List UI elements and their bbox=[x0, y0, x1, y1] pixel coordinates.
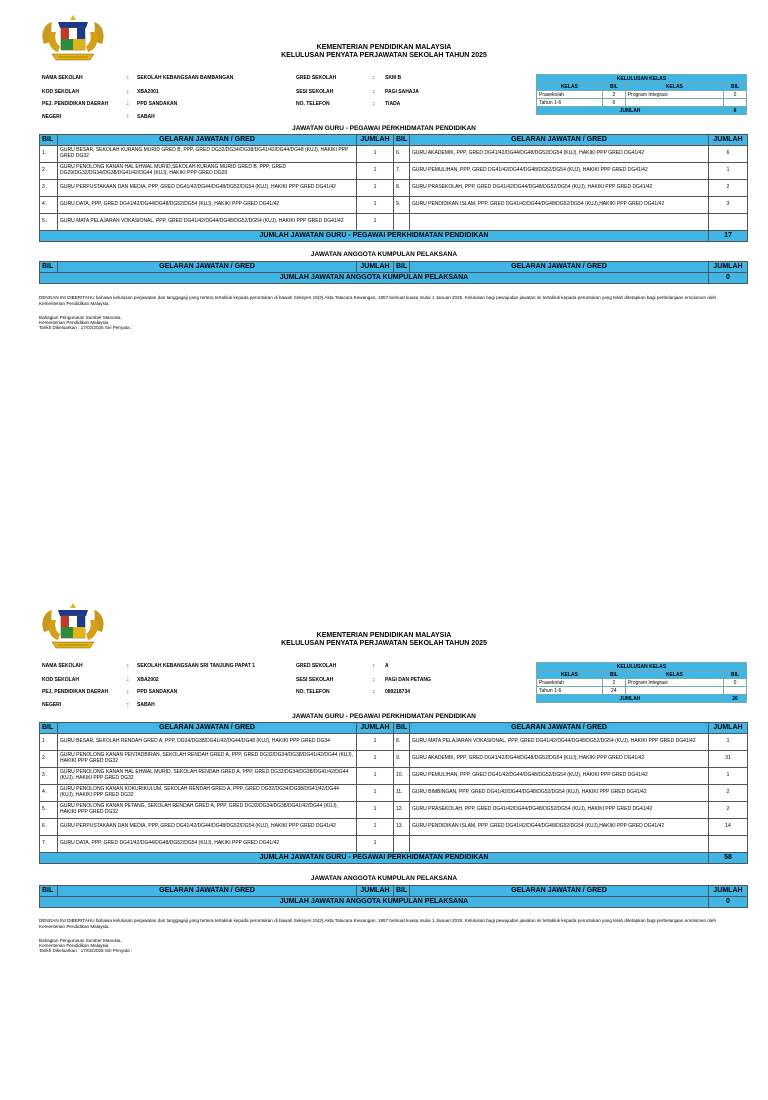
row-bil: 13. bbox=[394, 819, 410, 836]
row-jumlah: 1 bbox=[357, 214, 394, 231]
guru-section-title: JAWATAN GURU - PEGAWAI PERKHIDMATAN PENDIDIKAN bbox=[292, 713, 476, 720]
info-label: GRED SEKOLAH bbox=[296, 663, 337, 669]
pelaksana-section-title: JAWATAN ANGGOTA KUMPULAN PELAKSANA bbox=[310, 251, 458, 258]
row-gelaran: GURU PENOLONG KANAN PETANG, SEKOLAH RENDAH GRED A, PPP, GRED DG32/DG34/DG38/DG41/42/DG44 (KUJ), HAKIKI PPP GRED DG32 bbox=[58, 802, 357, 819]
info-label: NO. TELEFON bbox=[296, 689, 330, 695]
row-bil: 1 . bbox=[40, 146, 58, 163]
pelaksana-total-label: JUMLAH JAWATAN ANGGOTA KUMPULAN PELAKSANA bbox=[40, 273, 709, 284]
guru-total-label: JUMLAH JAWATAN GURU - PEGAWAI PERKHIDMATAN PENDIDIKAN bbox=[40, 231, 709, 242]
kelas-cell: 24 bbox=[602, 687, 625, 695]
kelas-jumlah-label: JUMLAH bbox=[537, 107, 724, 115]
kelas-jumlah-value: 26 bbox=[724, 695, 747, 703]
kelas-header: KELAS bbox=[625, 671, 723, 679]
row-gelaran bbox=[410, 836, 709, 853]
info-value-negeri: SABAH bbox=[137, 702, 155, 708]
jumlah-header: JUMLAH bbox=[709, 886, 748, 897]
info-colon: : bbox=[373, 75, 375, 81]
row-bil: 5 . bbox=[40, 802, 58, 819]
info-value-ppd: PPD SANDAKAN bbox=[137, 689, 178, 695]
info-label: PEJ. PENDIDIKAN DAERAH bbox=[42, 689, 109, 695]
info-value-sesi: PAGI SAHAJA bbox=[385, 89, 419, 95]
bil-header: BIL bbox=[40, 262, 58, 273]
info-value-kod: XBA2002 bbox=[137, 677, 159, 683]
row-jumlah: 1 bbox=[357, 802, 394, 819]
kelulusan-kelas-table bbox=[536, 662, 747, 703]
info-label: KOD SEKOLAH bbox=[42, 677, 79, 683]
row-bil: 10. bbox=[394, 768, 410, 785]
jumlah-header: JUMLAH bbox=[357, 723, 394, 734]
row-jumlah: 1 bbox=[709, 734, 748, 751]
guru-total-label: JUMLAH JAWATAN GURU - PEGAWAI PERKHIDMATAN PENDIDIKAN bbox=[40, 853, 709, 864]
info-label: NAMA SEKOLAH bbox=[42, 663, 83, 669]
kelas-title: KELULUSAN KELAS bbox=[537, 663, 747, 671]
info-colon: : bbox=[373, 89, 375, 95]
row-jumlah: 1 bbox=[357, 785, 394, 802]
info-value-tel: 089218734 bbox=[385, 689, 411, 695]
ministry-name: KEMENTERIAN PENDIDIKAN MALAYSIA bbox=[316, 632, 452, 639]
row-bil: 6. bbox=[394, 146, 410, 163]
pelaksana-section-title: JAWATAN ANGGOTA KUMPULAN PELAKSANA bbox=[310, 875, 458, 882]
row-gelaran: GURU PEMULIHAN, PPP, GRED DG41/42/DG44/DG48/DG52/DG54 (KUJ), HAKIKI PPP GRED DG41/42 bbox=[410, 768, 709, 785]
row-bil: 3 . bbox=[40, 180, 58, 197]
info-colon: : bbox=[373, 101, 375, 107]
row-jumlah: 1 bbox=[357, 180, 394, 197]
table-row bbox=[40, 197, 748, 214]
row-jumlah: 1 bbox=[357, 734, 394, 751]
row-jumlah: 3 bbox=[709, 197, 748, 214]
kelulusan-kelas-table bbox=[536, 74, 747, 115]
statement-sheet bbox=[0, 588, 768, 1100]
info-value-ppd: PPD SANDAKAN bbox=[137, 101, 178, 107]
kelas-cell: Program Integrasi bbox=[625, 679, 723, 687]
kelas-header: KELAS bbox=[537, 671, 603, 679]
kelas-cell bbox=[724, 99, 747, 107]
kelas-cell: Tahun 1-6 bbox=[537, 687, 603, 695]
row-bil bbox=[394, 214, 410, 231]
row-bil: 5 . bbox=[40, 214, 58, 231]
row-gelaran: GURU AKADEMIK, PPP, GRED DG41/42/DG44/DG48/DG52/DG54 (KUJ), HAKIKI PPP GRED DG41/42 bbox=[410, 146, 709, 163]
info-label: PEJ. PENDIDIKAN DAERAH bbox=[42, 101, 109, 107]
info-value-nama: SEKOLAH KEBANGSAAN BAMBANGAN bbox=[137, 75, 234, 81]
pelaksana-total-label: JUMLAH JAWATAN ANGGOTA KUMPULAN PELAKSANA bbox=[40, 897, 709, 908]
row-bil bbox=[394, 836, 410, 853]
row-jumlah: 2 bbox=[709, 180, 748, 197]
row-bil: 9. bbox=[394, 751, 410, 768]
issue-date: Tarikh Dikeluarkan : 17/02/2025 Siri Penyata : bbox=[39, 948, 133, 953]
pelaksana-table bbox=[39, 885, 748, 908]
gelaran-header: GELARAN JAWATAN / GRED bbox=[410, 135, 709, 146]
jumlah-header: JUMLAH bbox=[357, 886, 394, 897]
page-title: KELULUSAN PENYATA PERJAWATAN SEKOLAH TAHUN 2025 bbox=[281, 640, 487, 647]
row-bil: 7 . bbox=[40, 836, 58, 853]
row-jumlah: 1 bbox=[357, 146, 394, 163]
table-row bbox=[40, 163, 748, 180]
guru-table bbox=[39, 134, 748, 242]
row-bil: 4 . bbox=[40, 197, 58, 214]
row-gelaran: GURU DATA, PPP, GRED DG41/42/DG44/DG48/DG52/DG54 (KUJ), HAKIKI PPP GRED DG41/42 bbox=[58, 836, 357, 853]
jumlah-header: JUMLAH bbox=[709, 262, 748, 273]
info-colon: : bbox=[127, 114, 129, 120]
guru-section-title: JAWATAN GURU - PEGAWAI PERKHIDMATAN PENDIDIKAN bbox=[292, 125, 476, 132]
bil-header: BIL bbox=[40, 723, 58, 734]
info-colon: : bbox=[373, 689, 375, 695]
row-gelaran: GURU AKADEMIK, PPP, GRED DG41/42/DG44/DG48/DG52/DG54 (KUJ), HAKIKI PPP GRED DG41/42 bbox=[410, 751, 709, 768]
bil-header: BIL bbox=[394, 886, 410, 897]
row-gelaran: GURU PENOLONG KANAN PENTADBIRAN, SEKOLAH RENDAH GRED A, PPP, GRED DG32/DG34/DG38/DG41/42/DG44 (KUJ), HAKIKI PPP GRED DG32 bbox=[58, 751, 357, 768]
gelaran-header: GELARAN JAWATAN / GRED bbox=[58, 262, 357, 273]
info-colon: : bbox=[127, 101, 129, 107]
table-row bbox=[40, 768, 748, 785]
bil-header: BIL bbox=[40, 886, 58, 897]
kelas-cell: Prasekolah bbox=[537, 679, 603, 687]
row-bil: 2 . bbox=[40, 751, 58, 768]
info-label: NEGERI bbox=[42, 114, 62, 120]
guru-table bbox=[39, 722, 748, 864]
row-gelaran: GURU PERPUSTAKAAN DAN MEDIA, PPP, GRED DG41/42/DG44/DG48/DG52/DG54 (KUJ), HAKIKI PPP GRED DG41/42 bbox=[58, 819, 357, 836]
kelas-jumlah-value: 8 bbox=[724, 107, 747, 115]
row-bil: 2 . bbox=[40, 163, 58, 180]
issuer-line: Bahagian Pengurusan Sumber Manusia, bbox=[39, 315, 122, 320]
row-jumlah: 1 bbox=[357, 163, 394, 180]
ministry-name: KEMENTERIAN PENDIDIKAN MALAYSIA bbox=[316, 44, 452, 51]
guru-total-value: 17 bbox=[709, 231, 748, 242]
row-gelaran: GURU PRASEKOLAH, PPP, GRED DG41/42/DG44/DG48/DG52/DG54 (KUJ), HAKIKI PPP GRED DG41/42 bbox=[410, 180, 709, 197]
kelas-row bbox=[537, 687, 747, 695]
gelaran-header: GELARAN JAWATAN / GRED bbox=[410, 262, 709, 273]
kelas-title: KELULUSAN KELAS bbox=[537, 75, 747, 83]
jumlah-header: JUMLAH bbox=[709, 723, 748, 734]
kelas-cell bbox=[724, 687, 747, 695]
row-gelaran: GURU MATA PELAJARAN VOKASIONAL, PPP, GRED DG41/42/DG44/DG48/DG52/DG54 (KUJ), HAKIKI PPP GRED DG41/42 bbox=[410, 734, 709, 751]
gelaran-header: GELARAN JAWATAN / GRED bbox=[58, 723, 357, 734]
kelas-header: KELAS bbox=[537, 83, 603, 91]
issuer-line: Bahagian Pengurusan Sumber Manusia, bbox=[39, 938, 122, 943]
row-jumlah: 1 bbox=[357, 819, 394, 836]
row-gelaran: GURU PENOLONG KANAN HAL EHWAL MURID, SEKOLAH RENDAH GRED A, PPP, GRED DG32/DG34/DG38/DG41/42/DG44 (KUJ), HAKIKI PPP GRED DG32 bbox=[58, 768, 357, 785]
bil-header: BIL bbox=[724, 83, 747, 91]
row-bil: 9. bbox=[394, 197, 410, 214]
row-gelaran: GURU PEMULIHAN, PPP, GRED DG41/42/DG44/DG48/DG52/DG54 (KUJ), HAKIKI PPP GRED DG41/42 bbox=[410, 163, 709, 180]
table-row bbox=[40, 836, 748, 853]
kelas-row bbox=[537, 679, 747, 687]
kelas-cell bbox=[625, 99, 723, 107]
row-gelaran bbox=[410, 214, 709, 231]
info-label: SESI SEKOLAH bbox=[296, 89, 334, 95]
legal-notice: DENGAN INI DIBERITAHU bahawa kelulusan perjawatan dan tanggagaji yang tertera tertakluk kepada peruntukan di bawah Seksyen 15(3) Akta Tatacara Kewangan, 1957 berkuat kuasa mulai 1 Januari 2025. Kelulusan bagi pewujudan jawatan ini tertakluk kepada peruntukan yang telah ditetapkan bagi perbelanjaan emolumen oleh Kementerian Pendidikan Malaysia. bbox=[39, 918, 717, 929]
table-row bbox=[40, 214, 748, 231]
row-bil: 11. bbox=[394, 785, 410, 802]
kelas-cell: 6 bbox=[602, 99, 625, 107]
issuer-line: Kementerian Pendidikan Malaysia bbox=[39, 943, 109, 948]
issuer-line: Kementerian Pendidikan Malaysia bbox=[39, 320, 109, 325]
row-bil: 8. bbox=[394, 180, 410, 197]
info-label: KOD SEKOLAH bbox=[42, 89, 79, 95]
info-label: NAMA SEKOLAH bbox=[42, 75, 83, 81]
page-title: KELULUSAN PENYATA PERJAWATAN SEKOLAH TAHUN 2025 bbox=[281, 52, 487, 59]
gelaran-header: GELARAN JAWATAN / GRED bbox=[410, 886, 709, 897]
pelaksana-total-value: 0 bbox=[709, 273, 748, 284]
info-value-kod: XBA2001 bbox=[137, 89, 159, 95]
kelas-cell: Tahun 1-6 bbox=[537, 99, 603, 107]
info-value-sesi: PAGI DAN PETANG bbox=[385, 677, 431, 683]
row-gelaran: GURU PERPUSTAKAAN DAN MEDIA, PPP, GRED DG41/42/DG44/DG48/DG52/DG54 (KUJ), HAKIKI PPP GRED DG41/42 bbox=[58, 180, 357, 197]
jumlah-header: JUMLAH bbox=[357, 262, 394, 273]
kelas-header: KELAS bbox=[625, 83, 723, 91]
info-colon: : bbox=[127, 677, 129, 683]
row-bil: 12. bbox=[394, 802, 410, 819]
bil-header: BIL bbox=[394, 135, 410, 146]
info-value-nama: SEKOLAH KEBANGSAAN SRI TANJUNG PAPAT 1 bbox=[137, 663, 255, 669]
row-jumlah: 1 bbox=[709, 768, 748, 785]
gelaran-header: GELARAN JAWATAN / GRED bbox=[58, 886, 357, 897]
gelaran-header: GELARAN JAWATAN / GRED bbox=[58, 135, 357, 146]
info-colon: : bbox=[127, 663, 129, 669]
row-bil: 6 . bbox=[40, 819, 58, 836]
row-jumlah: 6 bbox=[709, 146, 748, 163]
table-row bbox=[40, 146, 748, 163]
row-jumlah bbox=[709, 214, 748, 231]
table-row bbox=[40, 751, 748, 768]
row-gelaran: GURU BESAR, SEKOLAH RENDAH GRED A, PPP, DG34/DG38/DG41/42/DG44/DG48 (KUJ), HAKIKI PPP GRED DG34 bbox=[58, 734, 357, 751]
bil-header: BIL bbox=[602, 83, 625, 91]
issue-date: Tarikh Dikeluarkan : 17/02/2025 Siri Penyata : bbox=[39, 325, 133, 330]
row-bil: 7. bbox=[394, 163, 410, 180]
info-colon: : bbox=[127, 689, 129, 695]
info-colon: : bbox=[127, 75, 129, 81]
row-gelaran: GURU PENOLONG KANAN HAL EHWAL MURID,SEKOLAH KURANG MURID GRED B, PPP, GRED DG29/DG32/DG34/DG38/DG41/42/DG44 (KUJ), HAKIKI PPP GRED DG29 bbox=[58, 163, 357, 180]
info-value-gred: SKM B bbox=[385, 75, 402, 81]
kelas-cell: 0 bbox=[724, 679, 747, 687]
bil-header: BIL bbox=[394, 723, 410, 734]
pelaksana-total-value: 0 bbox=[709, 897, 748, 908]
jumlah-header: JUMLAH bbox=[357, 135, 394, 146]
bil-header: BIL bbox=[394, 262, 410, 273]
row-gelaran: GURU PENOLONG KANAN KOKURIKULUM, SEKOLAH RENDAH GRED A, PPP, GRED DG32/DG34/DG38/DG41/42/DG44 (KUJ), HAKIKI PPP GRED DG32 bbox=[58, 785, 357, 802]
info-colon: : bbox=[127, 89, 129, 95]
row-bil: 3 . bbox=[40, 768, 58, 785]
table-row bbox=[40, 785, 748, 802]
row-gelaran: GURU PENDIDIKAN ISLAM, PPP, GRED DG41/42/DG44/DG48/DG52/DG54 (KUJ),HAKIKI PPP GRED DG41/42 bbox=[410, 819, 709, 836]
kelas-cell: Prasekolah bbox=[537, 91, 603, 99]
guru-total-value: 58 bbox=[709, 853, 748, 864]
row-gelaran: GURU DATA, PPP, GRED DG41/42/DG44/DG48/DG52/DG54 (KUJ), HAKIKI PPP GRED DG41/42 bbox=[58, 197, 357, 214]
row-jumlah: 2 bbox=[709, 802, 748, 819]
table-row bbox=[40, 734, 748, 751]
row-gelaran: GURU PENDIDIKAN ISLAM, PPP, GRED DG41/42/DG44/DG48/DG52/DG54 (KUJ),HAKIKI PPP GRED DG41/42 bbox=[410, 197, 709, 214]
info-label: GRED SEKOLAH bbox=[296, 75, 337, 81]
table-row bbox=[40, 819, 748, 836]
info-value-gred: A bbox=[385, 663, 389, 669]
kelas-cell: 2 bbox=[602, 91, 625, 99]
row-jumlah: 2 bbox=[709, 785, 748, 802]
info-label: NEGERI bbox=[42, 702, 62, 708]
pelaksana-table bbox=[39, 261, 748, 284]
statement-sheet bbox=[0, 0, 768, 512]
row-jumlah: 31 bbox=[709, 751, 748, 768]
gelaran-header: GELARAN JAWATAN / GRED bbox=[410, 723, 709, 734]
row-jumlah bbox=[709, 836, 748, 853]
row-gelaran: GURU BESAR, SEKOLAH KURANG MURID GRED B, PPP, GRED DG32/DG34/DG38/DG41/42/DG44/DG48 (KUJ), HAKIKI PPP GRED DG32 bbox=[58, 146, 357, 163]
kelas-cell bbox=[625, 687, 723, 695]
kelas-cell: 0 bbox=[724, 91, 747, 99]
row-bil: 4 . bbox=[40, 785, 58, 802]
row-jumlah: 1 bbox=[709, 163, 748, 180]
row-jumlah: 1 bbox=[357, 768, 394, 785]
info-label: SESI SEKOLAH bbox=[296, 677, 334, 683]
kelas-jumlah-label: JUMLAH bbox=[537, 695, 724, 703]
legal-notice: DENGAN INI DIBERITAHU bahawa kelulusan perjawatan dan tanggagaji yang tertera tertakluk kepada peruntukan di bawah Seksyen 15(3) Akta Tatacara Kewangan, 1957 berkuat kuasa mulai 1 Januari 2025. Kelulusan bagi pewujudan jawatan ini tertakluk kepada peruntukan yang telah ditetapkan bagi perbelanjaan emolumen oleh Kementerian Pendidikan Malaysia. bbox=[39, 295, 717, 306]
jumlah-header: JUMLAH bbox=[709, 135, 748, 146]
table-row bbox=[40, 802, 748, 819]
row-jumlah: 1 bbox=[357, 836, 394, 853]
kelas-row bbox=[537, 99, 747, 107]
row-bil: 8. bbox=[394, 734, 410, 751]
info-colon: : bbox=[373, 663, 375, 669]
info-value-negeri: SABAH bbox=[137, 114, 155, 120]
kelas-cell: Program Integrasi bbox=[625, 91, 723, 99]
info-label: NO. TELEFON bbox=[296, 101, 330, 107]
bil-header: BIL bbox=[602, 671, 625, 679]
row-bil: 1 . bbox=[40, 734, 58, 751]
row-jumlah: 1 bbox=[357, 197, 394, 214]
row-gelaran: GURU BIMBINGAN, PPP, GRED DG41/42/DG44/DG48/DG52/DG54 (KUJ), HAKIKI PPP GRED DG41/42 bbox=[410, 785, 709, 802]
bil-header: BIL bbox=[724, 671, 747, 679]
row-jumlah: 14 bbox=[709, 819, 748, 836]
info-value-tel: TIADA bbox=[385, 101, 401, 107]
row-jumlah: 1 bbox=[357, 751, 394, 768]
info-colon: : bbox=[373, 677, 375, 683]
kelas-row bbox=[537, 91, 747, 99]
kelas-cell: 2 bbox=[602, 679, 625, 687]
bil-header: BIL bbox=[40, 135, 58, 146]
table-row bbox=[40, 180, 748, 197]
info-colon: : bbox=[127, 702, 129, 708]
row-gelaran: GURU PRASEKOLAH, PPP, GRED DG41/42/DG44/DG48/DG52/DG54 (KUJ), HAKIKI PPP GRED DG41/42 bbox=[410, 802, 709, 819]
row-gelaran: GURU MATA PELAJARAN VOKASIONAL, PPP, GRED DG41/42/DG44/DG48/DG52/DG54 (KUJ), HAKIKI PPP GRED DG41/42 bbox=[58, 214, 357, 231]
